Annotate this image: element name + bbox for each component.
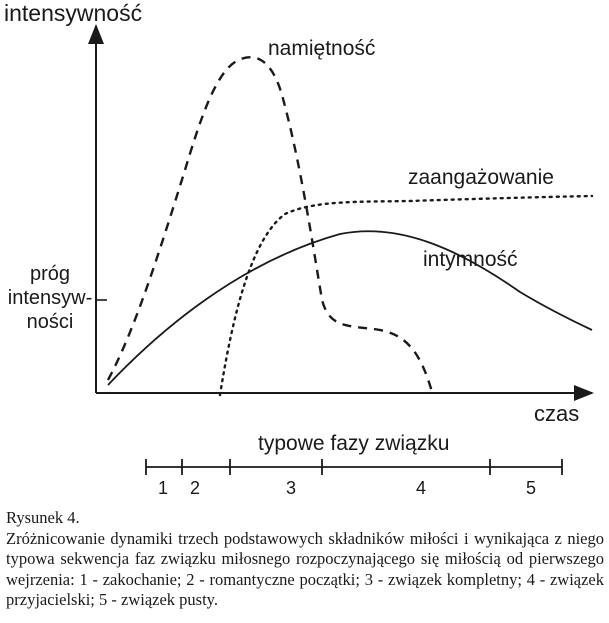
commitment-label: zaangażowanie [408, 166, 554, 189]
threshold-label-line: ności [26, 311, 74, 333]
phase-number: 1 [158, 478, 169, 498]
passion-curve [108, 57, 432, 392]
phases-title: typowe fazy związku [258, 432, 450, 455]
threshold-label-line: intensyw- [7, 287, 93, 309]
intimacy-curve [108, 231, 592, 385]
phase-number: 4 [416, 478, 427, 498]
figure-caption [6, 508, 604, 611]
threshold-label-line: próg [29, 263, 71, 285]
threshold-label [4, 262, 96, 334]
caption-text: Zróżnicowanie dynamiki trzech podstawowych składników miłości i wynikająca z niego typowa sekwencja faz związku miłosnego rozpoczynającego się miłością od pierwszego wejrzenia: 1 - zakochanie; 2 - romantyczne początki; 3 - związek kompletny; 4 - związek przyjacielski; 5 - związek pusty. [6, 528, 604, 609]
phase-number: 3 [286, 478, 297, 498]
y-axis-title: intensywność [4, 0, 143, 26]
caption-heading: Rysunek 4. [6, 508, 80, 527]
commitment-curve [220, 196, 592, 395]
phase-number: 2 [190, 478, 201, 498]
x-axis-title: czas [534, 401, 580, 426]
passion-label: namiętność [268, 37, 376, 60]
phase-number: 5 [526, 478, 537, 498]
intimacy-label: intymność [423, 248, 518, 271]
